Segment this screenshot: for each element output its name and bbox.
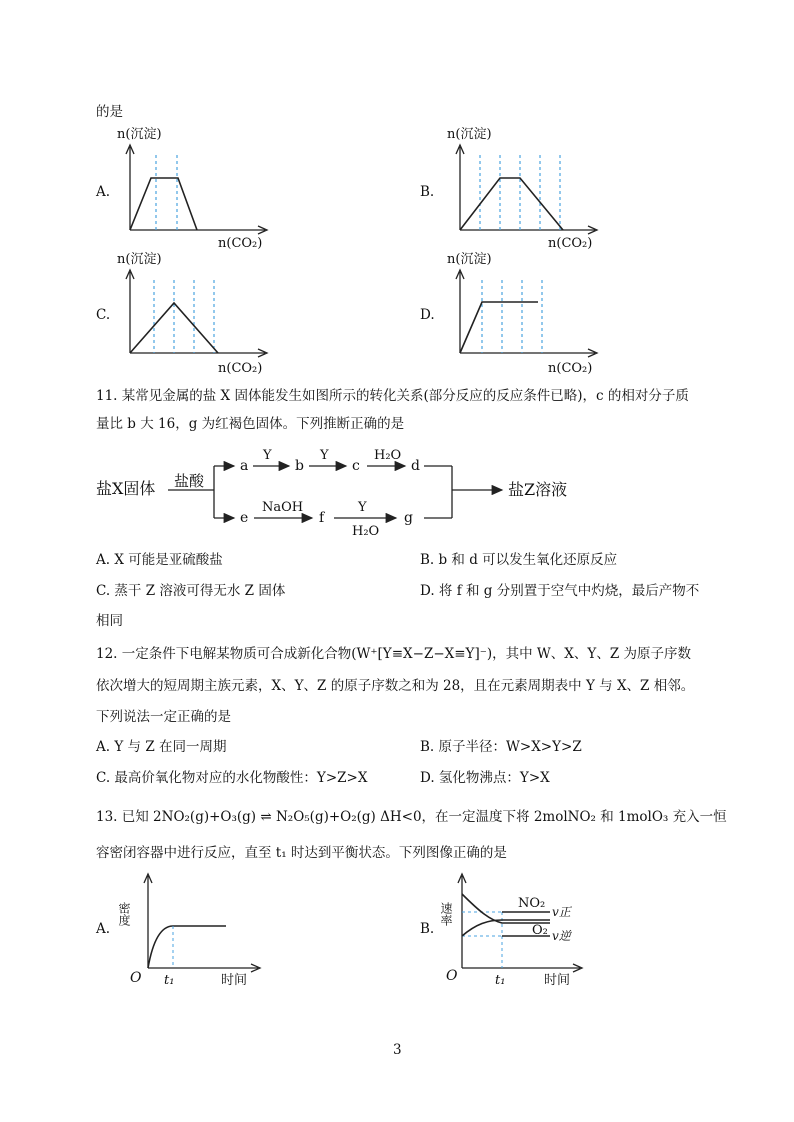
q11-g: g — [404, 510, 413, 526]
q11-h2o-top: H₂O — [374, 448, 402, 463]
q11-option-b: B. b 和 d 可以发生氧化还原反应 — [420, 552, 618, 568]
q10-option-d-label: D. — [420, 307, 435, 323]
q13-graph-a-label: A. — [96, 921, 111, 937]
q11-stem-line1: 11. 某常见金属的盐 X 固体能发生如图所示的转化关系(部分反应的反应条件已略)，c 的相对分子质 — [96, 388, 689, 404]
q13-graph-b — [440, 868, 600, 988]
q12-option-d: D. 氢化物沸点：Y>X — [420, 770, 550, 786]
q13-graph-a — [118, 868, 258, 988]
q11-option-d-line2: 相同 — [96, 613, 123, 629]
q13-stem-line1: 13. 已知 2NO₂(g)+O₃(g) ⇌ N₂O₅(g)+O₂(g) ΔH<0，在一定温度下将 2molNO₂ 和 1molO₃ 充入一恒 — [96, 809, 727, 825]
q11-start: 盐X固体 — [96, 479, 156, 498]
q13-a-ylabel: 密度 — [117, 902, 131, 926]
q13-graph-b-label: B. — [420, 921, 435, 937]
q11-stem-line2: 量比 b 大 16，g 为红褐色固体。下列推断正确的是 — [96, 416, 405, 432]
q11-h2o-bottom: H₂O — [352, 524, 380, 539]
q11-product: 盐Z溶液 — [508, 480, 568, 499]
q12-stem-line1: 12. 一定条件下电解某物质可合成新化合物(W⁺[Y≡X−Z−X≡Y]⁻)，其中 W、X、Y、Z 为原子序数 — [96, 646, 691, 662]
q10-b-xlabel: n(CO₂) — [548, 236, 593, 251]
q10-c-xlabel: n(CO₂) — [218, 361, 263, 376]
q10-option-a-label: A. — [96, 184, 111, 200]
q11-option-c: C. 蒸干 Z 溶液可得无水 Z 固体 — [96, 583, 286, 599]
q10-a-ylabel: n(沉淀) — [117, 127, 162, 142]
q10-d-curve — [460, 302, 538, 353]
page-number: 3 — [393, 1042, 402, 1058]
q13-b-o2-label: O₂ — [532, 923, 548, 938]
q11-y2: Y — [320, 448, 329, 463]
top-text: 的是 — [96, 104, 123, 120]
q10-d-xlabel: n(CO₂) — [548, 361, 593, 376]
q10-graph-d — [445, 250, 615, 375]
q11-f: f — [319, 510, 325, 526]
q11-a: a — [240, 458, 249, 474]
q13-b-no2-label: NO₂ — [518, 896, 546, 911]
q10-option-b-label: B. — [420, 184, 435, 200]
q12-stem-line2: 依次增大的短周期主族元素，X、Y、Z 的原子序数之和为 28，且在元素周期表中 Y 与 X、Z 相邻。 — [96, 678, 695, 694]
q11-naoh: NaOH — [262, 500, 304, 515]
q11-c: c — [352, 458, 360, 474]
q11-d: d — [411, 458, 420, 474]
q10-option-c-label: C. — [96, 307, 111, 323]
q13-b-vrev-label: v逆 — [552, 929, 571, 943]
q13-b-t1: t₁ — [495, 973, 506, 988]
q11-option-a: A. X 可能是亚硫酸盐 — [96, 552, 223, 568]
q10-b-curve — [460, 178, 563, 230]
q13-a-curve — [148, 926, 226, 968]
q11-b: b — [295, 458, 304, 474]
q12-stem-line3: 下列说法一定正确的是 — [96, 709, 231, 725]
q13-b-ylabel: 速率 — [439, 902, 453, 926]
q10-graph-c — [115, 250, 285, 375]
q13-a-xlabel: 时间 — [221, 973, 248, 988]
q13-b-origin: O — [446, 968, 458, 984]
q13-stem-line2: 容密闭容器中进行反应，直至 t₁ 时达到平衡状态。下列图像正确的是 — [96, 845, 507, 861]
q11-y1: Y — [263, 448, 272, 463]
q10-d-ylabel: n(沉淀) — [447, 252, 492, 267]
q10-graph-a — [115, 125, 285, 250]
q13-b-vfwd-label: v正 — [552, 905, 571, 919]
q10-graph-b — [445, 125, 615, 250]
q10-a-curve — [130, 178, 197, 230]
q11-y3: Y — [358, 500, 367, 515]
q13-a-t1: t₁ — [164, 973, 175, 988]
q12-option-a: A. Y 与 Z 在同一周期 — [96, 739, 227, 755]
q10-b-ylabel: n(沉淀) — [447, 127, 492, 142]
q11-e: e — [240, 510, 249, 526]
q12-option-b: B. 原子半径：W>X>Y>Z — [420, 739, 582, 755]
q11-option-d-line1: D. 将 f 和 g 分别置于空气中灼烧，最后产物不 — [420, 583, 700, 599]
q10-c-ylabel: n(沉淀) — [117, 252, 162, 267]
q13-a-origin: O — [130, 970, 142, 986]
q10-a-xlabel: n(CO₂) — [218, 236, 263, 251]
q11-acid: 盐酸 — [174, 472, 205, 490]
q11-flow-diagram — [96, 442, 596, 542]
q13-b-xlabel: 时间 — [544, 973, 571, 988]
q12-option-c: C. 最高价氧化物对应的水化物酸性：Y>Z>X — [96, 770, 368, 786]
